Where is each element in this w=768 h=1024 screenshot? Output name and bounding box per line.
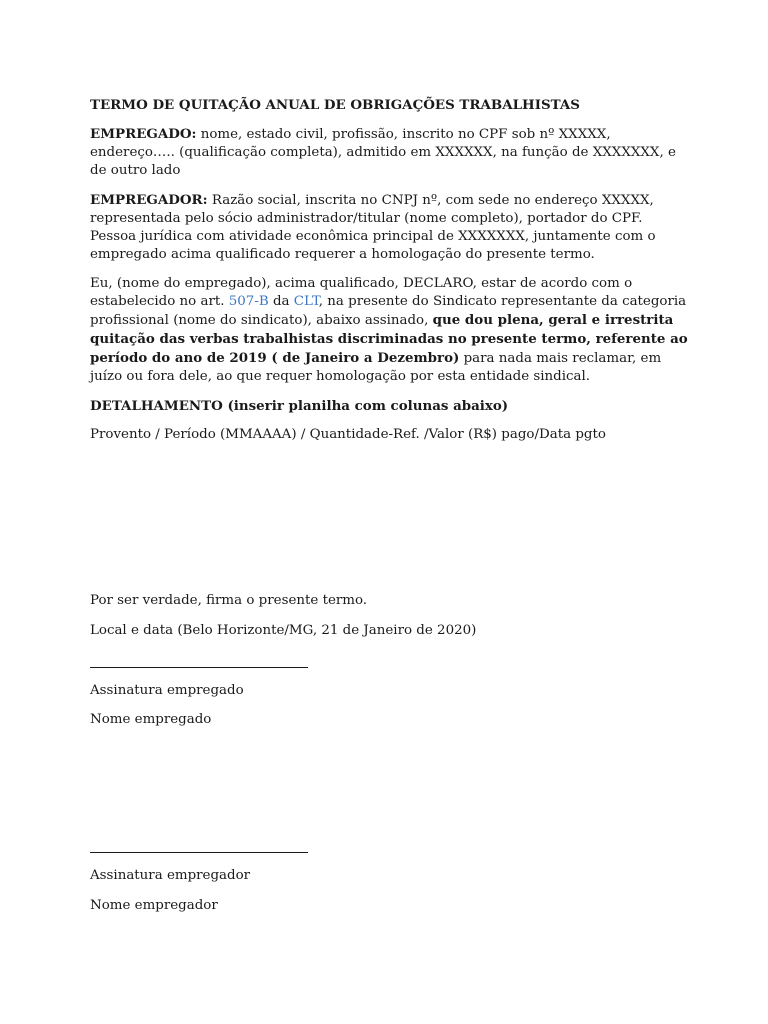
declaracao-text-1: Eu, (nome do empregado), acima qualificado, DECLARO, estar de acordo com o estabelecido no art. (90, 276, 633, 309)
declaracao-paragraph (90, 275, 690, 386)
empregado-text: nome, estado civil, profissão, inscrito no CPF sob nº XXXXX, endereço….. (qualificação completa), admitido em XXXXXX, na função de XXXXXXX, e de outro lado (90, 127, 676, 178)
empregador-paragraph (90, 191, 690, 264)
assinatura-empregador-label: Assinatura empregador (90, 868, 251, 883)
declaracao-text-3: , na presente do Sindicato representante da categoria profissional (nome do sindicato), abaixo assinado, (90, 294, 687, 328)
declaracao-text-4: para nada mais reclamar, em juízo ou fora dele, ao que requer homologação por esta entidade sindical. (90, 351, 662, 384)
link-507b[interactable]: 507-B (228, 294, 269, 309)
local-data-text: Local e data (Belo Horizonte/MG, 21 de Janeiro de 2020) (90, 623, 477, 638)
nome-empregado-label: Nome empregado (90, 712, 212, 727)
document-title: TERMO DE QUITAÇÃO ANUAL DE OBRIGAÇÕES TRABALHISTAS (90, 97, 580, 113)
empregador-label: EMPREGADOR: (90, 192, 208, 208)
nome-empregador-label: Nome empregador (90, 898, 218, 913)
declaracao-bold: que dou plena, geral e irrestrita quitação das verbas trabalhistas discriminadas no presente termo, referente ao período do ano de 2019 ( de Janeiro a Dezembro) (90, 312, 688, 366)
document-content (90, 96, 690, 455)
detalhamento-heading: DETALHAMENTO (inserir planilha com colunas abaixo) (90, 398, 509, 414)
signature-line-empregado (90, 666, 308, 668)
link-clt[interactable]: CLT (293, 294, 319, 309)
empregado-paragraph (90, 125, 690, 180)
colunas-text: Provento / Período (MMAAAA) / Quantidade-Ref. /Valor (R$) pago/Data pgto (90, 427, 606, 442)
signature-line-empregador (90, 851, 308, 853)
verdade-text: Por ser verdade, firma o presente termo. (90, 593, 368, 608)
empregador-text: Razão social, inscrita no CNPJ nº, com sede no endereço XXXXX, representada pelo sócio administrador/titular (nome completo), portador do CPF. Pessoa jurídica com atividade econômica principal de XXXXXXX, juntamente com o empregado acima qualificado requerer a homologação do presente termo. (90, 193, 656, 262)
empregado-label: EMPREGADO: (90, 126, 197, 142)
declaracao-text-2: da (268, 294, 294, 309)
assinatura-empregado-label: Assinatura empregado (90, 683, 244, 698)
